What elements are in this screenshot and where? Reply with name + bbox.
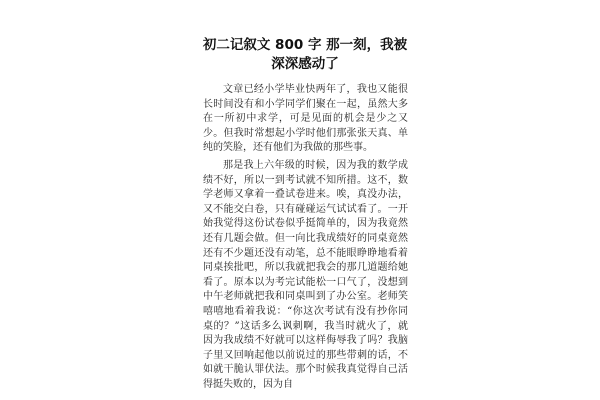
paragraph: 那是我上六年级的时候，因为我的数学成绩不好，所以一到考试就不知所措。这不，数学老师又拿着一叠试卷进来。唉，真没办法，又不能交白卷，只有碰碰运气试试看了。一开始我觉得这份试卷似乎挺简单的，因为我竟然还有几题会做。但一向比我成绩好的同桌竟然还有不少题还没有动笔，总不能眼睁睁地看着同桌挨批吧，所以我就把我会的那几道题给她看了。原本以为考完试能松一口气了，没想到中午老师就把我和同桌叫到了办公室。老师笑嘻嘻地看着我说：“你这次考试有没有抄你同桌的？”这话多么讽刺啊，我当时就火了，就因为我成绩不好就可以这样侮辱我了吗？我脑子里又回响起他以前说过的那些带刺的话，不如就干脆认罪伏法。那个时候我真觉得自己活得挺失败的，因为自 [203, 159, 408, 390]
document-body [203, 83, 408, 395]
paragraph: 文章已经小学毕业快两年了，我也又能很长时间没有和小学同学们聚在一起，虽然大多在一所初中求学，可是见面的机会是少之又少。但我时常想起小学时他们那张张天真、单纯的笑脸，还有他们为我做的那些事。 [203, 84, 408, 154]
document-title: 初二记叙文 800 字 那一刻，我被深深感动了 [202, 37, 408, 72]
